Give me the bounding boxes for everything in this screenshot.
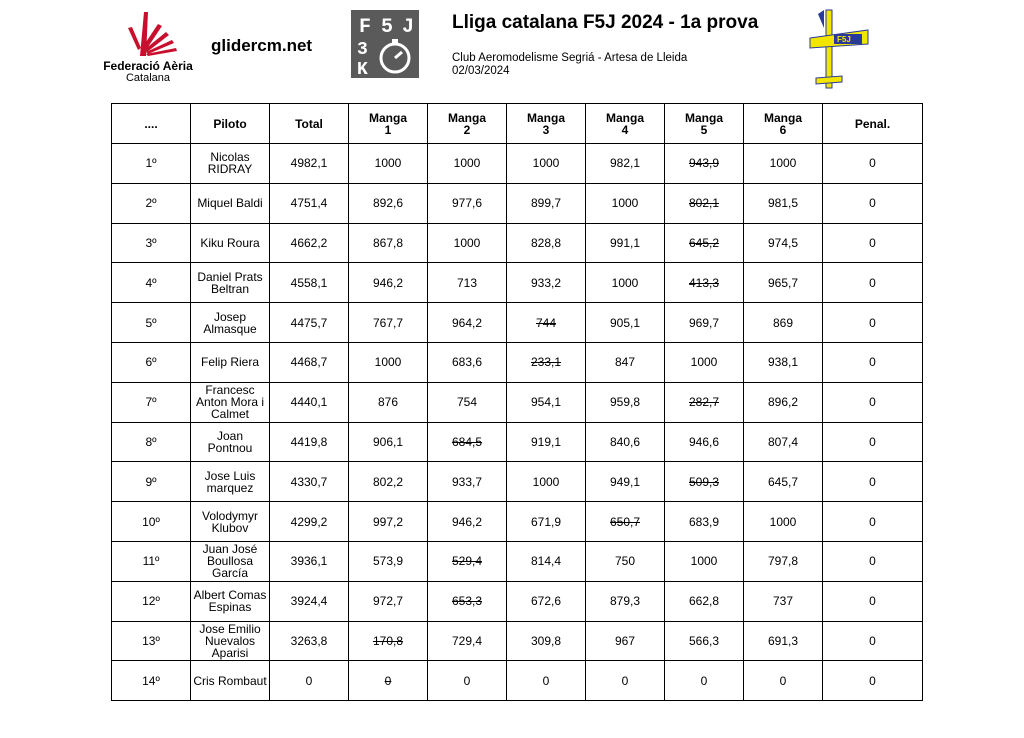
manga-3-cell: 828,8: [507, 223, 586, 263]
manga-3-cell: 933,2: [507, 263, 586, 303]
rank-cell: 8º: [112, 422, 191, 462]
manga-6-cell: 938,1: [744, 342, 823, 382]
club-name: Club Aeromodelisme Segriá - Artesa de Lleida: [452, 52, 688, 64]
manga-4-cell: 991,1: [586, 223, 665, 263]
header-manga-word: Manga: [684, 110, 723, 125]
header-manga-3: [507, 104, 586, 144]
total-cell: 4330,7: [270, 462, 349, 502]
rank-cell: 1º: [112, 144, 191, 184]
penalty-cell: 0: [823, 382, 923, 422]
manga-4-cell: 0: [586, 661, 665, 701]
manga-5-cell: 946,6: [665, 422, 744, 462]
manga-6-cell: 797,8: [744, 541, 823, 581]
svg-text:5: 5: [381, 16, 394, 39]
rank-cell: 10º: [112, 502, 191, 542]
manga-5-cell: 413,3: [665, 263, 744, 303]
table-row: [112, 502, 923, 542]
rank-cell: 14º: [112, 661, 191, 701]
total-cell: 4751,4: [270, 183, 349, 223]
manga-3-cell: 233,1: [507, 342, 586, 382]
manga-5-cell: 969,7: [665, 303, 744, 343]
total-cell: 4662,2: [270, 223, 349, 263]
rank-cell: 4º: [112, 263, 191, 303]
header-manga-1: [349, 104, 428, 144]
manga-5-cell: 662,8: [665, 581, 744, 621]
svg-text:F: F: [359, 16, 372, 39]
pilot-cell: Cris Rombaut: [191, 661, 270, 701]
table-row: [112, 144, 923, 184]
manga-3-cell: 672,6: [507, 581, 586, 621]
manga-2-cell: 977,6: [428, 183, 507, 223]
manga-6-cell: 981,5: [744, 183, 823, 223]
header-manga-word: Manga: [605, 110, 644, 125]
total-cell: 0: [270, 661, 349, 701]
manga-5-cell: 0: [665, 661, 744, 701]
manga-1-cell: 892,6: [349, 183, 428, 223]
federation-logo: [100, 8, 196, 88]
manga-1-cell: 1000: [349, 144, 428, 184]
table-row: [112, 382, 923, 422]
manga-4-cell: 650,7: [586, 502, 665, 542]
manga-1-cell: 946,2: [349, 263, 428, 303]
federation-name: Federació Aèria: [103, 59, 193, 73]
manga-5-cell: 802,1: [665, 183, 744, 223]
manga-2-cell: 713: [428, 263, 507, 303]
plane-logo: [808, 8, 870, 90]
glider-icon: [808, 8, 870, 90]
header-manga-num: 1: [384, 122, 392, 137]
header-manga-4: [586, 104, 665, 144]
manga-3-cell: 744: [507, 303, 586, 343]
table-row: [112, 581, 923, 621]
manga-6-cell: 737: [744, 581, 823, 621]
header-total: Total: [270, 104, 349, 144]
header-pilot: Piloto: [191, 104, 270, 144]
penalty-cell: 0: [823, 462, 923, 502]
header-manga-num: 6: [779, 122, 787, 137]
manga-3-cell: 954,1: [507, 382, 586, 422]
header-manga-num: 4: [621, 122, 629, 137]
manga-1-cell: 906,1: [349, 422, 428, 462]
manga-6-cell: 691,3: [744, 621, 823, 661]
rank-cell: 11º: [112, 541, 191, 581]
total-cell: 3936,1: [270, 541, 349, 581]
manga-1-cell: 802,2: [349, 462, 428, 502]
manga-3-cell: 814,4: [507, 541, 586, 581]
manga-6-cell: 974,5: [744, 223, 823, 263]
manga-6-cell: 807,4: [744, 422, 823, 462]
manga-4-cell: 967: [586, 621, 665, 661]
manga-3-cell: 0: [507, 661, 586, 701]
manga-3-cell: 309,8: [507, 621, 586, 661]
manga-4-cell: 750: [586, 541, 665, 581]
manga-2-cell: 0: [428, 661, 507, 701]
manga-4-cell: 1000: [586, 183, 665, 223]
rank-cell: 6º: [112, 342, 191, 382]
penalty-cell: 0: [823, 144, 923, 184]
pilot-cell: Nicolas RIDRAY: [191, 144, 270, 184]
table-row: [112, 342, 923, 382]
table-header-row: [112, 104, 923, 144]
manga-4-cell: 949,1: [586, 462, 665, 502]
manga-2-cell: 1000: [428, 223, 507, 263]
manga-1-cell: 0: [349, 661, 428, 701]
manga-6-cell: 869: [744, 303, 823, 343]
table-row: [112, 223, 923, 263]
manga-4-cell: 847: [586, 342, 665, 382]
manga-6-cell: 965,7: [744, 263, 823, 303]
header-manga-num: 5: [700, 122, 708, 137]
manga-5-cell: 1000: [665, 342, 744, 382]
total-cell: 4299,2: [270, 502, 349, 542]
pilot-cell: Daniel Prats Beltran: [191, 263, 270, 303]
manga-2-cell: 684,5: [428, 422, 507, 462]
rank-cell: 7º: [112, 382, 191, 422]
manga-4-cell: 840,6: [586, 422, 665, 462]
manga-2-cell: 946,2: [428, 502, 507, 542]
header-penalty: Penal.: [823, 104, 923, 144]
manga-5-cell: 943,9: [665, 144, 744, 184]
federation-subtitle: Catalana: [125, 72, 171, 84]
manga-4-cell: 982,1: [586, 144, 665, 184]
total-cell: 3924,4: [270, 581, 349, 621]
manga-5-cell: 282,7: [665, 382, 744, 422]
manga-3-cell: 919,1: [507, 422, 586, 462]
penalty-cell: 0: [823, 342, 923, 382]
manga-1-cell: 170,8: [349, 621, 428, 661]
rank-cell: 9º: [112, 462, 191, 502]
manga-2-cell: 1000: [428, 144, 507, 184]
header-manga-word: Manga: [447, 110, 486, 125]
manga-4-cell: 879,3: [586, 581, 665, 621]
manga-6-cell: 0: [744, 661, 823, 701]
manga-2-cell: 933,7: [428, 462, 507, 502]
header-rank: ....: [112, 104, 191, 144]
total-cell: 4440,1: [270, 382, 349, 422]
manga-6-cell: 1000: [744, 144, 823, 184]
manga-1-cell: 867,8: [349, 223, 428, 263]
manga-5-cell: 683,9: [665, 502, 744, 542]
total-cell: 4419,8: [270, 422, 349, 462]
penalty-cell: 0: [823, 502, 923, 542]
manga-3-cell: 1000: [507, 144, 586, 184]
manga-1-cell: 876: [349, 382, 428, 422]
penalty-cell: 0: [823, 661, 923, 701]
federation-emblem-icon: [118, 8, 180, 60]
rank-cell: 5º: [112, 303, 191, 343]
page-title: Lliga catalana F5J 2024 - 1a prova: [452, 12, 759, 33]
header-manga-word: Manga: [368, 110, 407, 125]
total-cell: 4475,7: [270, 303, 349, 343]
manga-6-cell: 1000: [744, 502, 823, 542]
pilot-cell: Volodymyr Klubov: [191, 502, 270, 542]
header-manga-word: Manga: [763, 110, 802, 125]
penalty-cell: 0: [823, 223, 923, 263]
manga-2-cell: 964,2: [428, 303, 507, 343]
header-manga-6: [744, 104, 823, 144]
rank-cell: 3º: [112, 223, 191, 263]
rank-cell: 13º: [112, 621, 191, 661]
manga-2-cell: 653,3: [428, 581, 507, 621]
penalty-cell: 0: [823, 581, 923, 621]
results-table: [111, 103, 923, 701]
manga-3-cell: 1000: [507, 462, 586, 502]
pilot-cell: Kiku Roura: [191, 223, 270, 263]
table-row: [112, 183, 923, 223]
penalty-cell: 0: [823, 541, 923, 581]
header-manga-num: 3: [542, 122, 550, 137]
table-row: [112, 303, 923, 343]
f5j-badge-logo: [351, 10, 419, 78]
pilot-cell: Jose Luis marquez: [191, 462, 270, 502]
svg-text:3: 3: [357, 40, 368, 60]
pilot-cell: Francesc Anton Mora i Calmet: [191, 382, 270, 422]
pilot-cell: Joan Pontnou: [191, 422, 270, 462]
penalty-cell: 0: [823, 621, 923, 661]
manga-4-cell: 1000: [586, 263, 665, 303]
header-manga-5: [665, 104, 744, 144]
table-row: [112, 263, 923, 303]
table-row: [112, 422, 923, 462]
manga-4-cell: 959,8: [586, 382, 665, 422]
rank-cell: 2º: [112, 183, 191, 223]
manga-5-cell: 509,3: [665, 462, 744, 502]
total-cell: 4558,1: [270, 263, 349, 303]
site-name: glidercm.net: [211, 36, 313, 55]
table-row: [112, 621, 923, 661]
manga-1-cell: 972,7: [349, 581, 428, 621]
total-cell: 4468,7: [270, 342, 349, 382]
manga-2-cell: 729,4: [428, 621, 507, 661]
manga-2-cell: 754: [428, 382, 507, 422]
manga-1-cell: 767,7: [349, 303, 428, 343]
manga-3-cell: 671,9: [507, 502, 586, 542]
penalty-cell: 0: [823, 263, 923, 303]
header-manga-num: 2: [463, 122, 471, 137]
svg-text:J: J: [402, 16, 415, 39]
manga-1-cell: 1000: [349, 342, 428, 382]
stopwatch-icon: [351, 10, 419, 78]
penalty-cell: 0: [823, 183, 923, 223]
manga-2-cell: 529,4: [428, 541, 507, 581]
manga-6-cell: 645,7: [744, 462, 823, 502]
penalty-cell: 0: [823, 303, 923, 343]
table-row: [112, 462, 923, 502]
event-date: 02/03/2024: [452, 65, 510, 77]
header-manga-2: [428, 104, 507, 144]
results-body: [112, 144, 923, 701]
manga-2-cell: 683,6: [428, 342, 507, 382]
table-row: [112, 541, 923, 581]
svg-text:F5J: F5J: [837, 35, 851, 44]
manga-3-cell: 899,7: [507, 183, 586, 223]
pilot-cell: Felip Riera: [191, 342, 270, 382]
pilot-cell: Josep Almasque: [191, 303, 270, 343]
manga-5-cell: 645,2: [665, 223, 744, 263]
manga-6-cell: 896,2: [744, 382, 823, 422]
manga-1-cell: 997,2: [349, 502, 428, 542]
manga-5-cell: 566,3: [665, 621, 744, 661]
table-row: [112, 661, 923, 701]
total-cell: 3263,8: [270, 621, 349, 661]
manga-5-cell: 1000: [665, 541, 744, 581]
total-cell: 4982,1: [270, 144, 349, 184]
rank-cell: 12º: [112, 581, 191, 621]
pilot-cell: Miquel Baldi: [191, 183, 270, 223]
svg-text:K: K: [357, 60, 368, 78]
penalty-cell: 0: [823, 422, 923, 462]
header-manga-word: Manga: [526, 110, 565, 125]
pilot-cell: Albert Comas Espinas: [191, 581, 270, 621]
pilot-cell: Jose Emilio Nuevalos Aparisi: [191, 621, 270, 661]
manga-1-cell: 573,9: [349, 541, 428, 581]
manga-4-cell: 905,1: [586, 303, 665, 343]
pilot-cell: Juan José Boullosa García: [191, 541, 270, 581]
